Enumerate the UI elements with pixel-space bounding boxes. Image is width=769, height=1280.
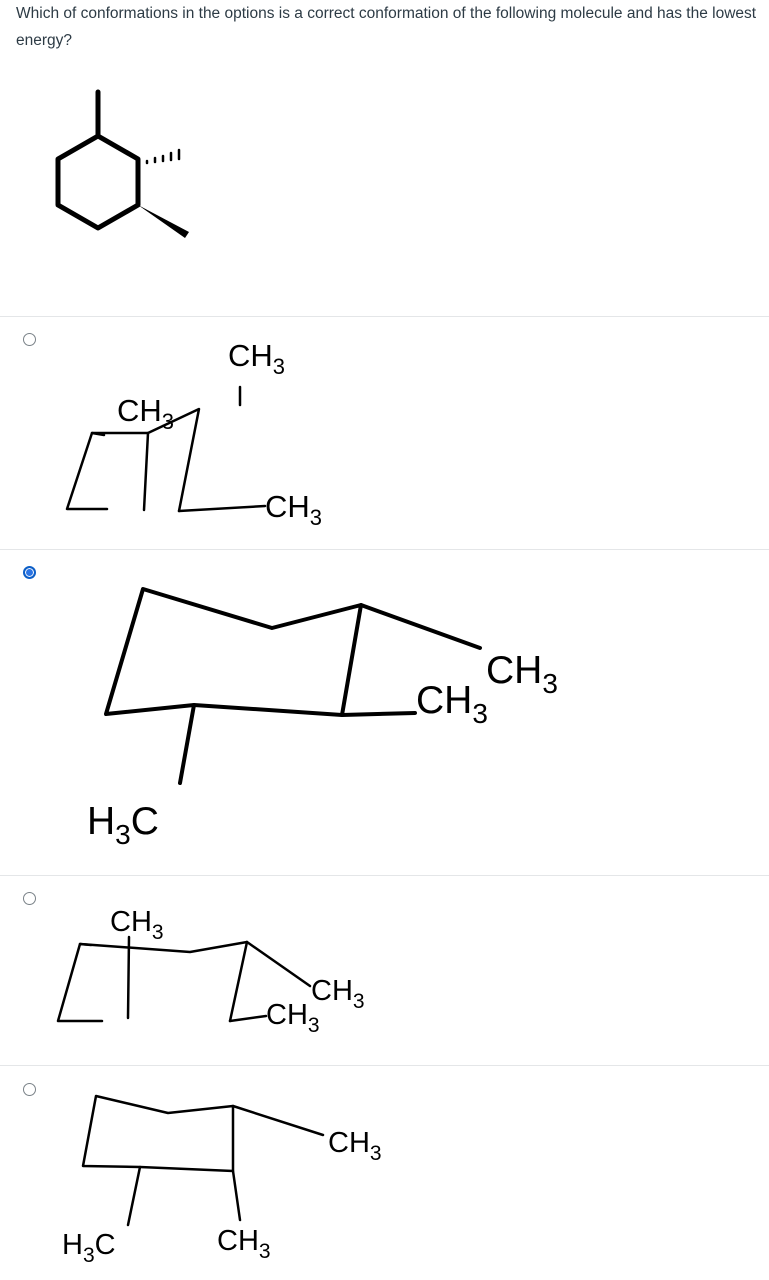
svg-text:H3C: $H_3C$: [87, 800, 159, 850]
svg-text:H3C: $H_3C$: [62, 1229, 116, 1267]
option-1-structure: [0, 330, 400, 530]
divider: [0, 316, 769, 317]
svg-text:CH3: $CH_3$: [265, 489, 323, 530]
given-molecule-structure: [0, 80, 260, 270]
question-text: Which of conformations in the options is a correct conformation of the following molecule and has the lowest energy?: [16, 5, 757, 49]
svg-text:CH3: $CH_3$: [486, 649, 558, 699]
divider: [0, 549, 769, 550]
svg-text:CH3: $CH_3$: [228, 338, 286, 379]
svg-text:CH3: $CH_3$: [311, 975, 365, 1013]
svg-text:CH3: $CH_3$: [328, 1127, 382, 1165]
divider: [0, 1065, 769, 1066]
divider: [0, 875, 769, 876]
option-2-structure: [0, 560, 600, 860]
svg-text:CH3: $CH_3$: [416, 679, 488, 729]
svg-text:CH3: $CH_3$: [117, 393, 175, 434]
svg-text:CH3: $CH_3$: [217, 1225, 271, 1263]
svg-text:CH3: $CH_3$: [266, 999, 320, 1037]
option-3-structure: [0, 890, 400, 1050]
svg-text:CH3: $CH_3$: [110, 906, 164, 944]
option-4-structure: [0, 1080, 420, 1280]
